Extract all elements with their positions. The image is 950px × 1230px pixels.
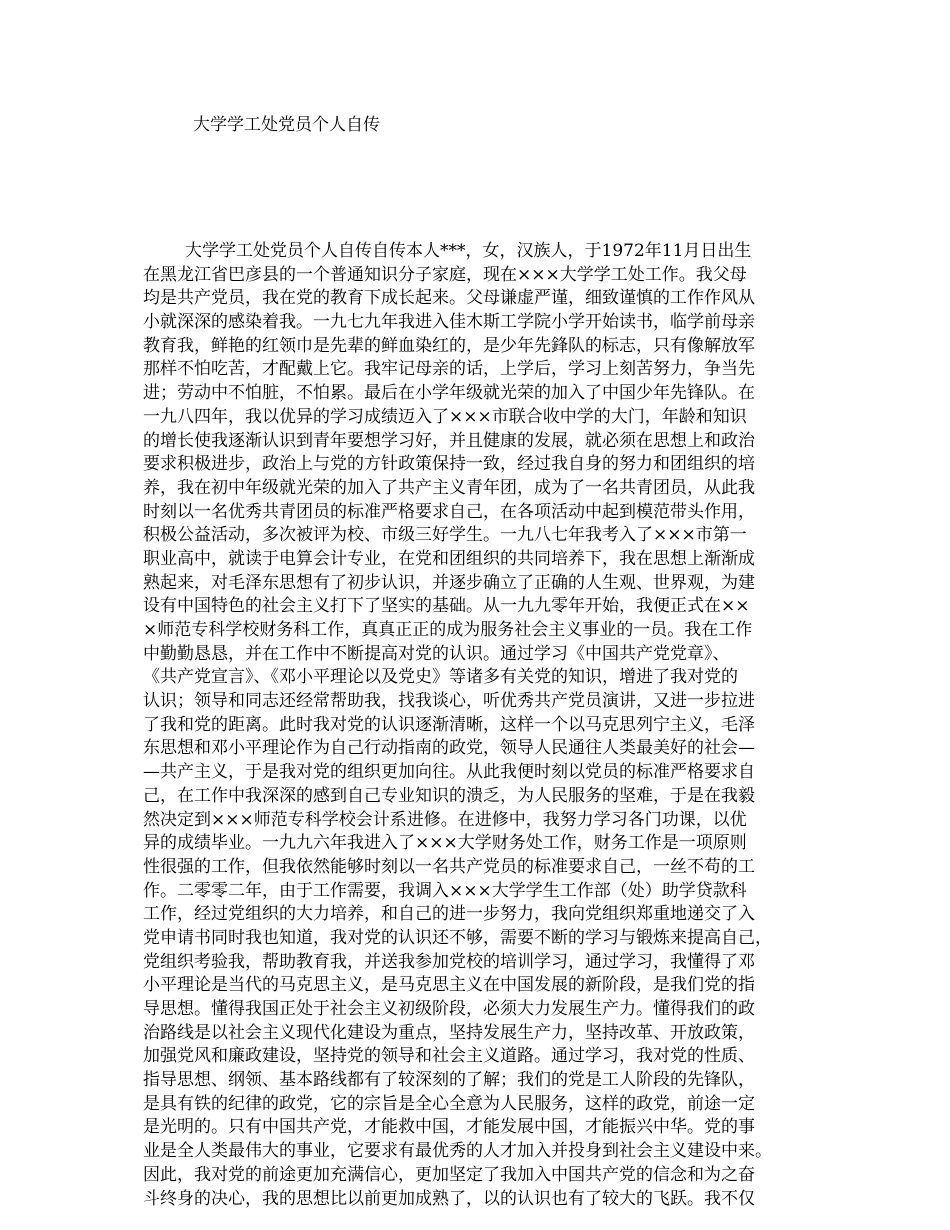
body-text-line: 教育我，鲜艳的红领巾是先辈的鲜血染红的，是少年先鋒队的标志，只有像解放军 <box>143 335 755 356</box>
body-text-line: 设有中国特色的社会主义打下了坚实的基础。从一九九零年开始，我便正式在×× <box>143 596 750 617</box>
body-text-line: 熟起来，对毛泽东思想有了初步认识，并逐步确立了正确的人生观、世界观，为建 <box>143 572 755 593</box>
body-text-line: 治路线是以社会主义现代化建设为重点，坚持发展生产力，坚持改革、开放政策， <box>143 1022 755 1043</box>
body-text-line: 党组织考验我，帮助教育我，并送我参加党校的培训学习，通过学习，我懂得了邓 <box>143 951 755 972</box>
page-title: 大学学工处党员个人自传 <box>193 115 380 135</box>
body-text-line: 因此，我对党的前途更加充满信心，更加坚定了我加入中国共产党的信念和为之奋 <box>143 1164 755 1185</box>
body-text-line: —共产主义，于是我对党的组织更加向往。从此我便时刻以党员的标准严格要求自 <box>143 762 755 783</box>
body-text-line: 党申请书同时我也知道，我对党的认识还不够，需要不断的学习与锻炼来提高自己， <box>143 927 772 948</box>
body-text-line: 斗终身的决心，我的思想比以前更加成熟了，以的认识也有了较大的飞跃。我不仅 <box>143 1188 755 1209</box>
body-text-line: 是光明的。只有中国共产党，才能救中国，才能发展中国，才能振兴中华。党的事 <box>143 1117 755 1138</box>
body-text-line: 了我和党的距离。此时我对党的认识逐渐清晰，这样一个以马克思列宁主义，毛泽 <box>143 714 755 735</box>
body-text-line: 的增长使我逐渐认识到青年要想学习好，并且健康的发展，就必须在思想上和政治 <box>143 430 755 451</box>
body-text-line: 异的成绩毕业。一九九六年我进入了×××大学财务处工作，财务工作是一项原则 <box>143 833 747 854</box>
body-text-line: 是具有铁的纪律的政党，它的宗旨是全心全意为人民服务，这样的政党，前途一定 <box>143 1093 755 1114</box>
document-body <box>143 240 823 1211</box>
body-text-line: 小平理论是当代的马克思主义，是马克思主义在中国发展的新阶段，是我们党的指 <box>143 975 755 996</box>
body-text-line: 中勤勤恳恳，并在工作中不断提高对党的认识。通过学习《中国共产党党章》、 <box>143 643 730 664</box>
body-text-line: 养，我在初中年级就光荣的加入了共产主义青年团，成为了一名共青团员，从此我 <box>143 477 755 498</box>
body-text-line: 指导思想、纲领、基本路线都有了较深刻的了解；我们的党是工人阶段的先锋队， <box>143 1070 755 1091</box>
body-text-line: 加强党风和廉政建设，坚持党的领导和社会主义道路。通过学习，我对党的性质、 <box>143 1046 755 1067</box>
body-text-line: 大学学工处党员个人自传自传本人***，女，汉族人，于1972年11月日出生 <box>185 241 752 261</box>
body-text-line: 进；劳动中不怕脏，不怕累。最后在小学年级就光荣的加入了中国少年先锋队。在 <box>143 383 755 404</box>
body-text-line: 工作，经过党组织的大力培养，和自己的进一步努力，我向党组织郑重地递交了入 <box>143 904 755 925</box>
body-text-line: 然决定到×××师范专科学校会计系进修。在进修中，我努力学习各门功课，以优 <box>143 809 747 830</box>
body-text-line: 《共产党宣言》、《邓小平理论以及党史》等诸多有关党的知识，增进了我对党的 <box>143 667 738 688</box>
body-text-line: 一九八四年，我以优异的学习成绩迈入了×××市联合收中学的大门，年龄和知识 <box>143 406 747 427</box>
body-text-line: 东思想和邓小平理论作为自己行动指南的政党，领导人民通往人类最美好的社会— <box>143 738 755 759</box>
body-text-line: 要求积极进步，政治上与党的方针政策保持一致，经过我自身的努力和团组织的培 <box>143 454 755 475</box>
body-text-line: ×师范专科学校财务科工作，真真正正的成为服务社会主义事业的一员。我在工作 <box>143 620 753 640</box>
body-text-line: 认识；领导和同志还经常帮助我，找我谈心，听优秀共产党员演讲，又进一步拉进 <box>143 691 755 712</box>
body-text-line: 己，在工作中我深深的感到自己专业知识的溃乏，为人民服务的坚难，于是在我毅 <box>143 785 755 806</box>
body-text-line: 作。二零零二年，由于工作需要，我调入×××大学学生工作部（处）助学贷款科 <box>143 880 747 901</box>
body-text-line: 小就深深的感染着我。一九七九年我进入佳木斯工学院小学开始读书，临学前母亲 <box>143 312 755 333</box>
body-text-line: 积极公益活动，多次被评为校、市级三好学生。一九八七年我考入了×××市第一 <box>143 525 747 546</box>
body-text-line: 时刻以一名优秀共青团员的标准严格要求自己，在各项活动中起到模范带头作用， <box>143 501 755 522</box>
body-text-line: 职业高中，就读于电算会计专业，在党和团组织的共同培养下，我在思想上渐渐成 <box>143 548 755 569</box>
body-text-line: 均是共产党员，我在党的教育下成长起来。父母谦虚严谨，细致谨慎的工作作风从 <box>143 288 755 309</box>
body-text-line: 业是全人类最伟大的事业，它要求有最优秀的人才加入并投身到社会主义建设中来。 <box>143 1141 772 1162</box>
body-text-line: 那样不怕吃苦，才配戴上它。我牢记母亲的话，上学后，学习上刻苦努力，争当先 <box>143 359 755 380</box>
body-text-line: 导思想。懂得我国正处于社会主义初级阶段，必须大力发展生产力。懂得我们的政 <box>143 999 755 1019</box>
body-text-line: 在黑龙江省巴彦县的一个普通知识分子家庭，现在×××大学学工处工作。我父母 <box>143 264 747 285</box>
body-text-line: 性很强的工作，但我依然能够时刻以一名共产党员的标准要求自己，一丝不苟的工 <box>143 856 755 877</box>
